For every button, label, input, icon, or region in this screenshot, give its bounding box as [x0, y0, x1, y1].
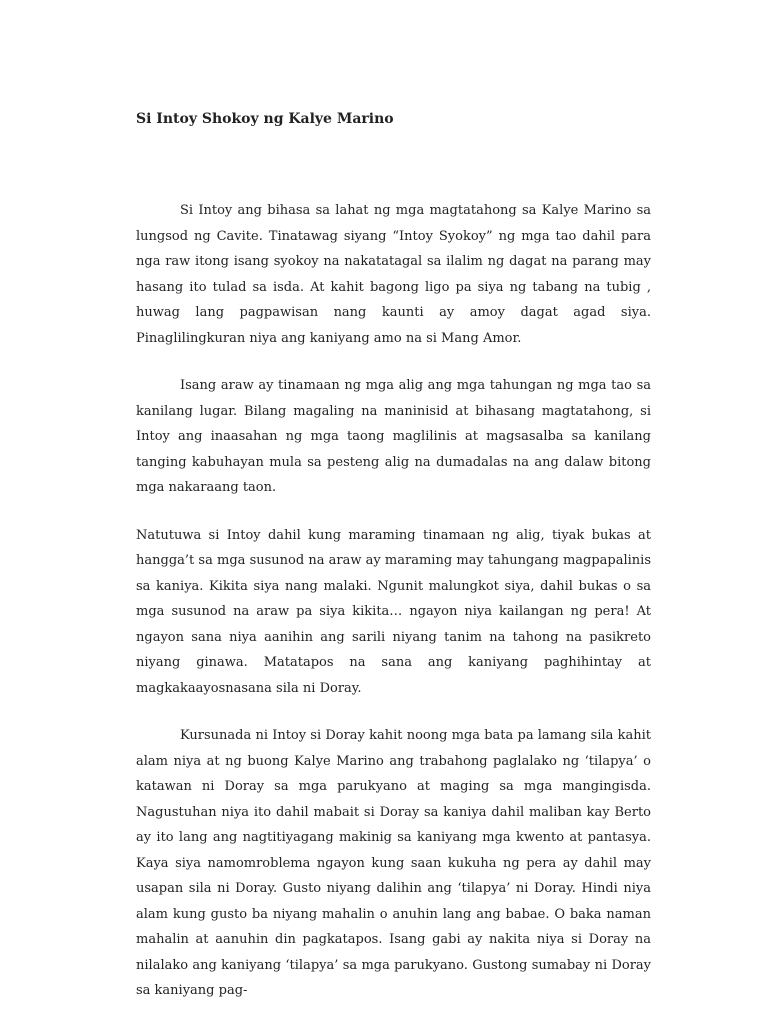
document-title: Si Intoy Shokoy ng Kalye Marino — [136, 111, 394, 127]
paragraph-3: Natutuwa si Intoy dahil kung maraming tinamaan ng alig, tiyak bukas at hangga’t sa mga susunod na araw ay maraming may tahungang magpapalinis sa kaniya. Kikita siya nang malaki. Ngunit malungkot siya, dahil bukas o sa mga susunod na araw pa siya kikita… ngayon niya kailangan ng pera! At ngayon sana niya aanihin ang sarili niyang tanim na tahong na pasikreto niyang ginawa. Matatapos na sana ang kaniyang paghihintay at magkakaayosnasana sila ni Doray. — [136, 527, 651, 696]
document-body — [136, 198, 651, 1026]
paragraph-1: Si Intoy ang bihasa sa lahat ng mga magtatahong sa Kalye Marino sa lungsod ng Cavite. Tinatawag siyang “Intoy Syokoy” ng mga tao dahil para nga raw itong isang syokoy na nakatatagal sa ilalim ng dagat na parang may hasang ito tulad sa isda. At kahit bagong ligo pa siya ng tabang na tubig , huwag lang pagpawisan nang kaunti ay amoy dagat agad siya. Pinaglilingkuran niya ang kaniyang amo na si Mang Amor. — [136, 203, 651, 346]
paragraph-2: Isang araw ay tinamaan ng mga alig ang mga tahungan ng mga tao sa kanilang lugar. Bilang magaling na maninisid at bihasang magtatahong, si Intoy ang inaasahan ng mga taong maglilinis at magsasalba sa kanilang tanging kabuhayan mula sa pesteng alig na dumadalas na ang dalaw bitong mga nakaraang taon. — [136, 378, 651, 495]
paragraph-4: Kursunada ni Intoy si Doray kahit noong mga bata pa lamang sila kahit alam niya at ng buong Kalye Marino ang trabahong paglalako ng ‘tilapya’ o katawan ni Doray sa mga parukyano at maging sa mga mangingisda. Nagustuhan niya ito dahil mabait si Doray sa kaniya dahil maliban kay Berto ay ito lang ang nagtitiyagang makinig sa kaniyang mga kwento at pantasya. Kaya siya namomroblema ngayon kung saan kukuha ng pera ay dahil may usapan sila ni Doray. Gusto niyang dalihin ang ‘tilapya’ ni Doray. Hindi niya alam kung gusto ba niyang mahalin o anuhin lang ang babae. O baka naman mahalin at aanuhin din pagkatapos. Isang gabi ay nakita niya si Doray na nilalako ang kaniyang ‘tilapya’ sa mga parukyano. Gustong sumabay ni Doray sa kaniyang pag- — [136, 728, 651, 998]
